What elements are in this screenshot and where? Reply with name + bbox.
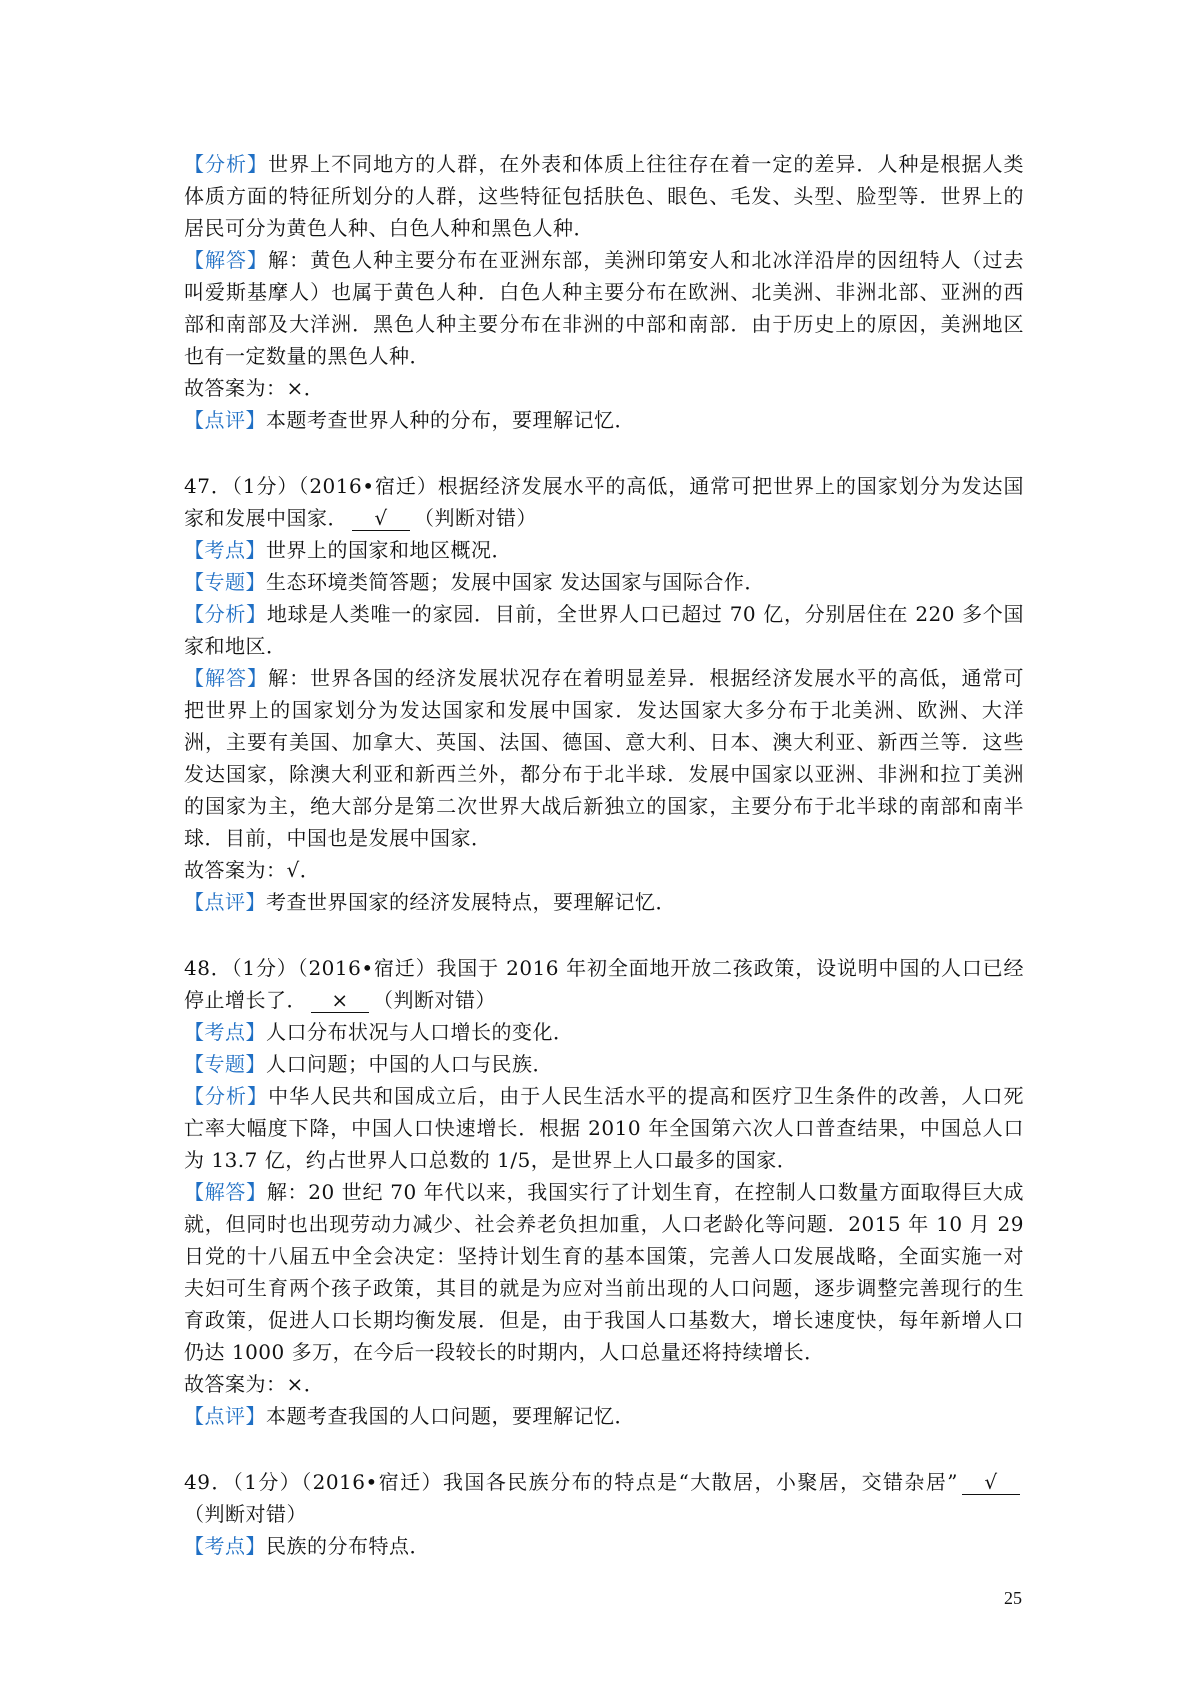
solution-text: 解：20 世纪 70 年代以来，我国实行了计划生育，在控制人口数量方面取得巨大成就，但同时也出现劳动力减少、社会养老负担加重，人口老龄化等问题．2015 年 10 月 29 日党的十八届五中全会决定：坚持计划生育的基本国策，完善人口发展战略，全面实施一对夫妇可生育两个孩子政策，其目的就是为应对当前出现的人口问题，逐步调整完善现行的生育政策，促进人口长期均衡发展．但是，由于我国人口基数大，增长速度快，每年新增人口仍达 1000 多万，在今后一段较长的时期内，人口总量还将持续增长．	[184, 1180, 1024, 1364]
topic-paragraph	[184, 1048, 1024, 1080]
stem-text: 47．（1分）（2016•宿迁）根据经济发展水平的高低，通常可把世界上的国家划分为发达国家和发展中国家．	[184, 474, 1024, 530]
topic-text: 生态环境类简答题；发展中国家 发达国家与国际合作．	[266, 570, 765, 594]
analysis-paragraph	[184, 598, 1024, 662]
solution-tag: 【解答】	[184, 248, 269, 272]
topic-tag: 【专题】	[184, 1052, 266, 1076]
solution-tag: 【解答】	[184, 1180, 267, 1204]
solution-text: 解：世界各国的经济发展状况存在着明显差异．根据经济发展水平的高低，通常可把世界上的国家划分为发达国家和发展中国家．发达国家大多分布于北美洲、欧洲、大洋洲，主要有美国、加拿大、英国、法国、德国、意大利、日本、澳大利亚、新西兰等．这些发达国家，除澳大利亚和新西兰外，都分布于北半球．发展中国家以亚洲、非洲和拉丁美洲的国家为主，绝大部分是第二次世界大战后新独立的国家，主要分布于北半球的南部和南半球．目前，中国也是发展中国家．	[184, 666, 1025, 850]
knowledge-point-text: 世界上的国家和地区概况．	[266, 538, 512, 562]
comment-paragraph	[184, 404, 1024, 436]
question-49	[184, 1466, 1024, 1562]
analysis-text: 地球是人类唯一的家园．目前，全世界人口已超过 70 亿，分别居住在 220 多个国家和地区．	[184, 602, 1024, 658]
question-46-solution	[184, 148, 1024, 436]
comment-tag: 【点评】	[184, 1404, 266, 1428]
comment-text: 本题考查我国的人口问题，要理解记忆．	[266, 1404, 635, 1428]
question-stem	[184, 470, 1024, 534]
knowledge-point-paragraph	[184, 1530, 1024, 1562]
answer-line: 故答案为：×．	[184, 1372, 325, 1396]
comment-text: 考查世界国家的经济发展特点，要理解记忆．	[266, 890, 676, 914]
answer-line: 故答案为：×．	[184, 376, 325, 400]
stem-text: 48．（1分）（2016•宿迁）我国于 2016 年初全面地开放二孩政策，设说明中国的人口已经停止增长了．	[184, 956, 1024, 1012]
page-number: 25	[1004, 1588, 1022, 1608]
question-47	[184, 470, 1024, 918]
analysis-paragraph	[184, 1080, 1024, 1176]
solution-tag: 【解答】	[184, 666, 269, 690]
knowledge-point-tag: 【考点】	[184, 1534, 266, 1558]
comment-tag: 【点评】	[184, 408, 266, 432]
analysis-text: 世界上不同地方的人群，在外表和体质上往往存在着一定的差异．人种是根据人类体质方面的特征所划分的人群，这些特征包括肤色、眼色、毛发、头型、脸型等．世界上的居民可分为黄色人种、白色人种和黑色人种．	[184, 152, 1025, 240]
comment-paragraph	[184, 886, 1024, 918]
knowledge-point-paragraph	[184, 534, 1024, 566]
spacer	[184, 436, 1024, 470]
comment-paragraph	[184, 1400, 1024, 1432]
answer-blank: ×	[311, 988, 369, 1013]
solution-paragraph	[184, 244, 1024, 372]
solution-text: 解：黄色人种主要分布在亚洲东部，美洲印第安人和北冰洋沿岸的因纽特人（过去叫爱斯基摩人）也属于黄色人种．白色人种主要分布在欧洲、北美洲、非洲北部、亚洲的西部和南部及大洋洲．黑色人种主要分布在非洲的中部和南部．由于历史上的原因，美洲地区也有一定数量的黑色人种．	[184, 248, 1025, 368]
judge-suffix: （判断对错）	[184, 1502, 307, 1526]
comment-tag: 【点评】	[184, 890, 266, 914]
solution-paragraph	[184, 1176, 1024, 1368]
knowledge-point-tag: 【考点】	[184, 538, 266, 562]
judge-suffix: （判断对错）	[414, 506, 537, 530]
analysis-tag: 【分析】	[184, 1084, 269, 1108]
topic-text: 人口问题；中国的人口与民族．	[266, 1052, 553, 1076]
comment-text: 本题考查世界人种的分布，要理解记忆．	[266, 408, 635, 432]
solution-paragraph	[184, 662, 1024, 854]
spacer	[184, 918, 1024, 952]
knowledge-point-paragraph	[184, 1016, 1024, 1048]
spacer	[184, 1432, 1024, 1466]
knowledge-point-tag: 【考点】	[184, 1020, 266, 1044]
answer-line: 故答案为：√．	[184, 858, 321, 882]
knowledge-point-text: 人口分布状况与人口增长的变化．	[266, 1020, 574, 1044]
question-stem	[184, 952, 1024, 1016]
knowledge-point-text: 民族的分布特点．	[266, 1534, 430, 1558]
analysis-paragraph	[184, 148, 1024, 244]
document-body	[184, 148, 1024, 1562]
topic-paragraph	[184, 566, 1024, 598]
stem-text: 49．（1分）（2016•宿迁）我国各民族分布的特点是“大散居，小聚居，交错杂居”	[184, 1470, 958, 1494]
analysis-tag: 【分析】	[184, 602, 267, 626]
answer-blank: √	[352, 506, 410, 531]
question-stem	[184, 1466, 1024, 1530]
analysis-tag: 【分析】	[184, 152, 269, 176]
answer-blank: √	[962, 1470, 1020, 1495]
analysis-text: 中华人民共和国成立后，由于人民生活水平的提高和医疗卫生条件的改善，人口死亡率大幅度下降，中国人口快速增长．根据 2010 年全国第六次人口普查结果，中国总人口为 13.7 亿，约占世界人口总数的 1/5，是世界上人口最多的国家．	[184, 1084, 1025, 1172]
topic-tag: 【专题】	[184, 570, 266, 594]
question-48	[184, 952, 1024, 1432]
judge-suffix: （判断对错）	[373, 988, 496, 1012]
